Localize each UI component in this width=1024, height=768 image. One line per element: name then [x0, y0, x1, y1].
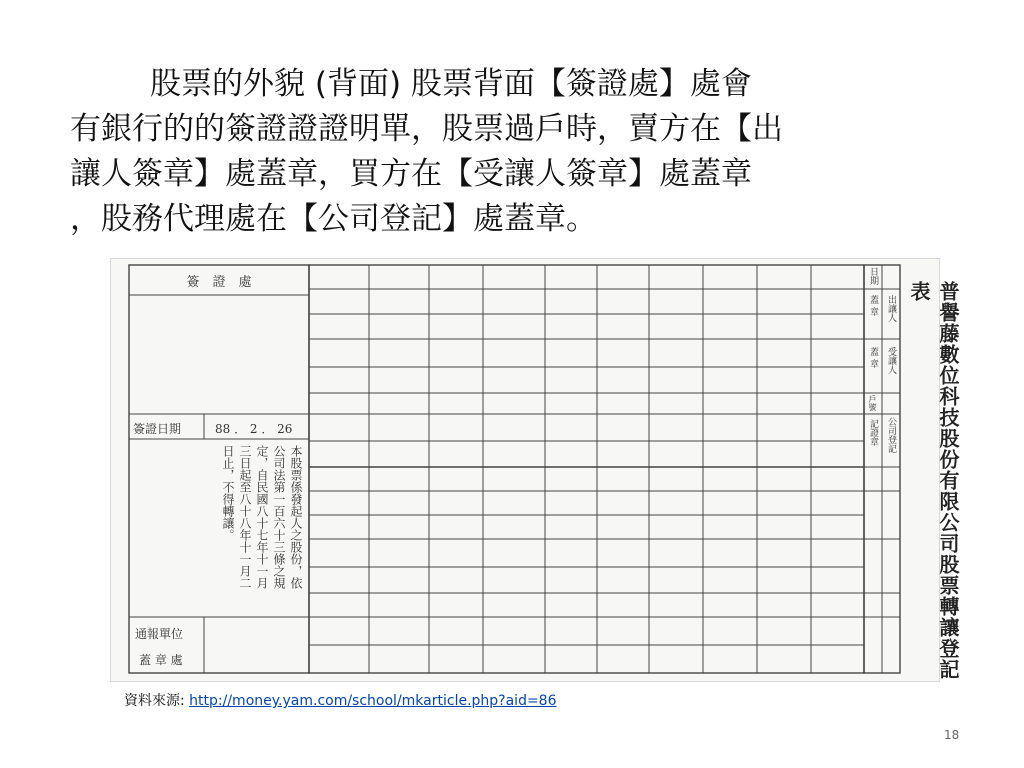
- source-label: 資料來源:: [124, 693, 185, 709]
- right-label-date: 日期: [868, 267, 878, 285]
- lockup-note-col-2: 公司法第一百六十三條之規: [272, 445, 286, 589]
- lockup-note-col-5: 日止，不得轉讓。: [221, 445, 235, 541]
- report-label-line-2: 蓋 章 處: [139, 653, 183, 667]
- description-paragraph: [70, 62, 950, 242]
- lockup-note-col-1: 本股票係發起人之股份，依: [289, 445, 303, 589]
- form-title: 普譽藤數位科技股份有限公司股票轉讓登記表: [907, 281, 960, 680]
- page-number: 18: [944, 728, 960, 742]
- source-link[interactable]: http://money.yam.com/school/mkarticle.php?aid=86: [189, 693, 557, 709]
- lockup-note-col-4: 三日起至八十八年十一月二: [238, 445, 252, 589]
- stock-back-form-image: [110, 258, 960, 682]
- sign-date-value: 88 ． 2 ． 26: [215, 422, 293, 436]
- right-label-transferee: 受讓人: [886, 347, 896, 374]
- form-header-signing: 簽 證 處: [186, 275, 252, 290]
- form-grid: [111, 259, 939, 681]
- report-label-line-1: 通報單位: [135, 627, 184, 641]
- paragraph-line-3: 讓人簽章】處蓋章，買方在【受讓人簽章】處蓋章: [70, 156, 752, 192]
- lockup-note-col-3: 定，自民國八十七年十一月: [255, 445, 269, 589]
- sign-date-label: 簽證日期: [133, 422, 182, 436]
- paragraph-line-4: ，股務代理處在【公司登記】處蓋章。: [70, 201, 597, 237]
- right-label-company-reg: 公司登記: [886, 417, 896, 453]
- right-label-seal-2: 蓋 章: [868, 347, 878, 368]
- right-label-account: 戶號: [868, 395, 877, 411]
- paragraph-line-1: 股票的外貌 (背面) 股票背面【簽證處】處會: [150, 66, 752, 102]
- right-label-seal-1: 蓋 章: [868, 295, 878, 316]
- source-line: [124, 690, 557, 710]
- right-label-stamp: 記證章: [868, 419, 878, 446]
- right-label-transferor: 出讓人: [886, 295, 896, 322]
- paragraph-line-2: 有銀行的的簽證證證明單，股票過戶時，賣方在【出: [70, 111, 783, 147]
